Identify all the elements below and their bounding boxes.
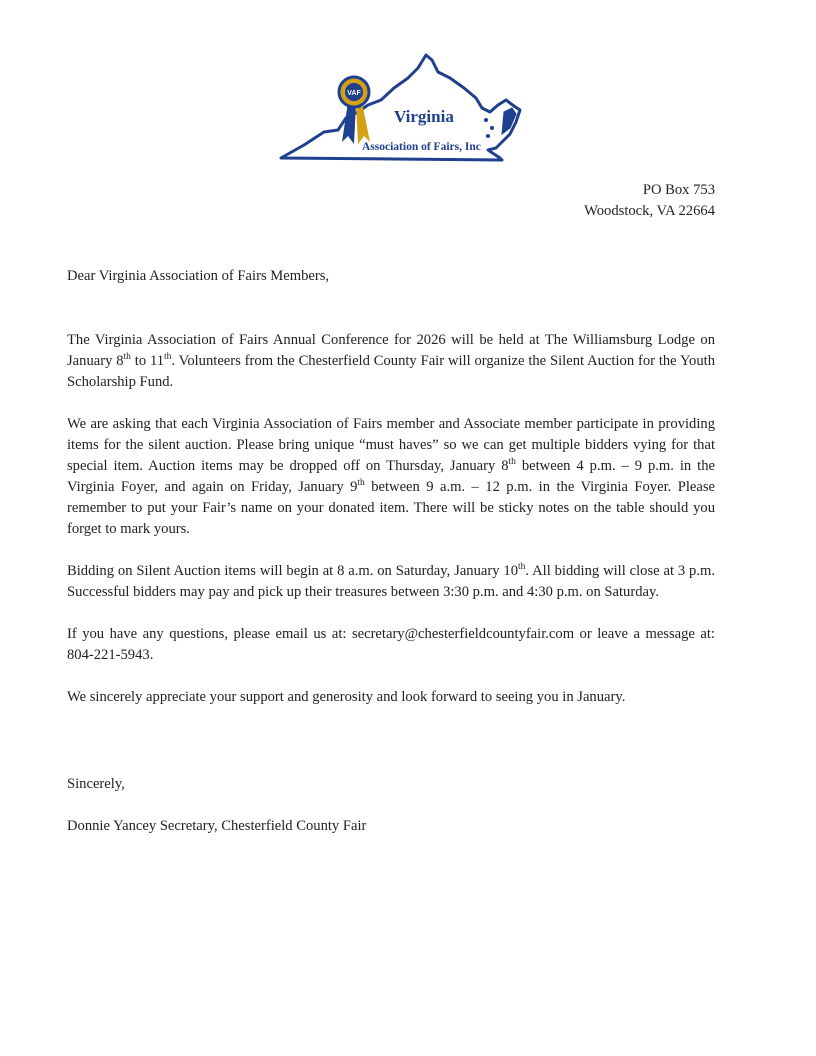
logo-subtitle: Association of Fairs, Inc	[362, 141, 481, 153]
paragraph-conference	[67, 330, 715, 393]
text-segment: Bidding on Silent Auction items will begin at 8 a.m. on Saturday, January 10	[67, 563, 518, 579]
paragraph-contact: If you have any questions, please email us at: secretary@chesterfieldcountyfair.com or leave a message at: 804-221-5943.	[67, 626, 715, 663]
ordinal-suffix: th	[164, 352, 172, 363]
return-address	[584, 180, 715, 222]
vaf-logo	[276, 50, 526, 165]
bay-dot	[490, 126, 494, 130]
paragraph-donations	[67, 414, 715, 540]
text-segment: . Volunteers from the Chesterfield County Fair will organize the Silent Auction for the Youth Scholarship Fund.	[67, 353, 715, 390]
text-segment: between 9 a.m. – 12 p.m. in the Virginia Foyer. Please remember to put your Fair’s name on your donated item. There will be sticky notes on the table should you forget to mark yours.	[67, 479, 715, 537]
bay-dot	[484, 118, 488, 122]
paragraph-thanks: We sincerely appreciate your support and generosity and look forward to seeing you in January.	[67, 689, 626, 705]
text-segment: to 11	[130, 353, 165, 369]
ribbon-badge-text: VAF	[347, 90, 361, 97]
text-segment: between 4 p.m. – 9 p.m. in the Virginia Foyer, and again on Friday, January 9	[67, 458, 715, 495]
text-segment: We are asking that each Virginia Association of Fairs member and Associate member participate in providing items for the silent auction. Please bring unique “must haves” so we can get multiple bidders vying for that special item. Auction items may be dropped off on Thursday, January 8	[67, 416, 715, 474]
ordinal-suffix: th	[123, 352, 131, 363]
ordinal-suffix: th	[518, 562, 526, 573]
ordinal-suffix: th	[508, 457, 516, 468]
address-line-city: Woodstock, VA 22664	[584, 203, 715, 219]
address-line-po-box: PO Box 753	[642, 182, 715, 198]
logo-title-virginia: Virginia	[394, 107, 454, 126]
ordinal-suffix: th	[357, 478, 365, 489]
text-segment: . All bidding will close at 3 p.m. Successful bidders may pay and pick up their treasures between 3:30 p.m. and 4:30 p.m. on Saturday.	[67, 563, 715, 600]
paragraph-bidding	[67, 561, 715, 603]
signature: Donnie Yancey Secretary, Chesterfield County Fair	[67, 818, 367, 834]
closing: Sincerely,	[67, 776, 125, 792]
letter-body	[67, 330, 715, 729]
salutation: Dear Virginia Association of Fairs Members,	[67, 268, 330, 284]
text-segment: The Virginia Association of Fairs Annual Conference for 2026 will be held at The Williamsburg Lodge on January 8	[67, 332, 715, 369]
bay-dot	[486, 134, 490, 138]
